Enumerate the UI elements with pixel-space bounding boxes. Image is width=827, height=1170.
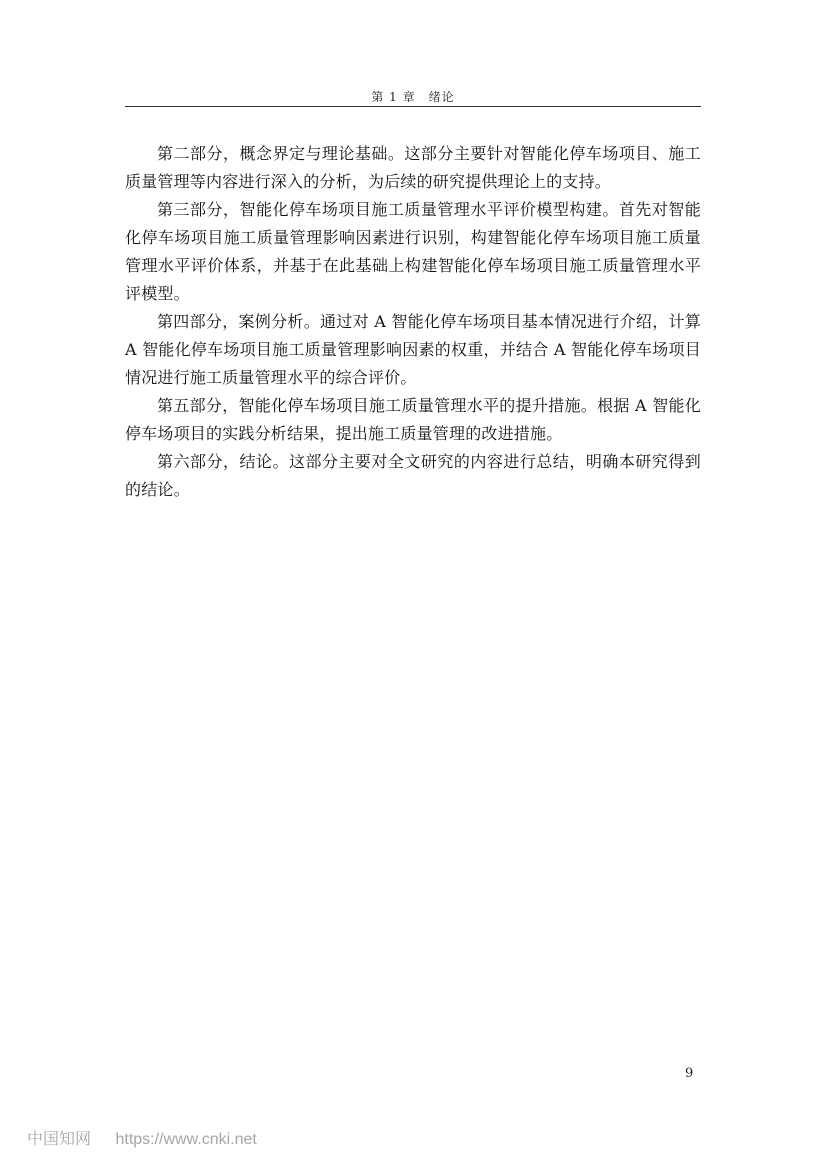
paragraph-part-two: 第二部分，概念界定与理论基础。这部分主要针对智能化停车场项目、施工质量管理等内容进行深入的分析，为后续的研究提供理论上的支持。 <box>125 144 701 191</box>
running-header: 第 1 章 绪论 <box>371 90 455 104</box>
body-text <box>125 140 701 504</box>
paragraph-part-three: 第三部分，智能化停车场项目施工质量管理水平评价模型构建。首先对智能化停车场项目施工质量管理影响因素进行识别，构建智能化停车场项目施工质量管理水平评价体系，并基于在此基础上构建智能化停车场项目施工质量管理水平评模型。 <box>125 200 701 303</box>
watermark-url: https://www.cnki.net <box>115 1131 257 1148</box>
watermark-name: 中国知网 <box>27 1131 92 1148</box>
paragraph-part-five: 第五部分，智能化停车场项目施工质量管理水平的提升措施。根据 A 智能化停车场项目的实践分析结果，提出施工质量管理的改进措施。 <box>125 396 701 443</box>
paragraph-part-four: 第四部分，案例分析。通过对 A 智能化停车场项目基本情况进行介绍，计算 A 智能化停车场项目施工质量管理影响因素的权重，并结合 A 智能化停车场项目情况进行施工质量管理水平的综合评价。 <box>125 312 701 387</box>
cnki-watermark <box>27 1126 257 1149</box>
paragraph-part-six: 第六部分，结论。这部分主要对全文研究的内容进行总结，明确本研究得到的结论。 <box>125 452 701 499</box>
page-number: 9 <box>685 1066 694 1081</box>
header-rule <box>125 106 701 107</box>
